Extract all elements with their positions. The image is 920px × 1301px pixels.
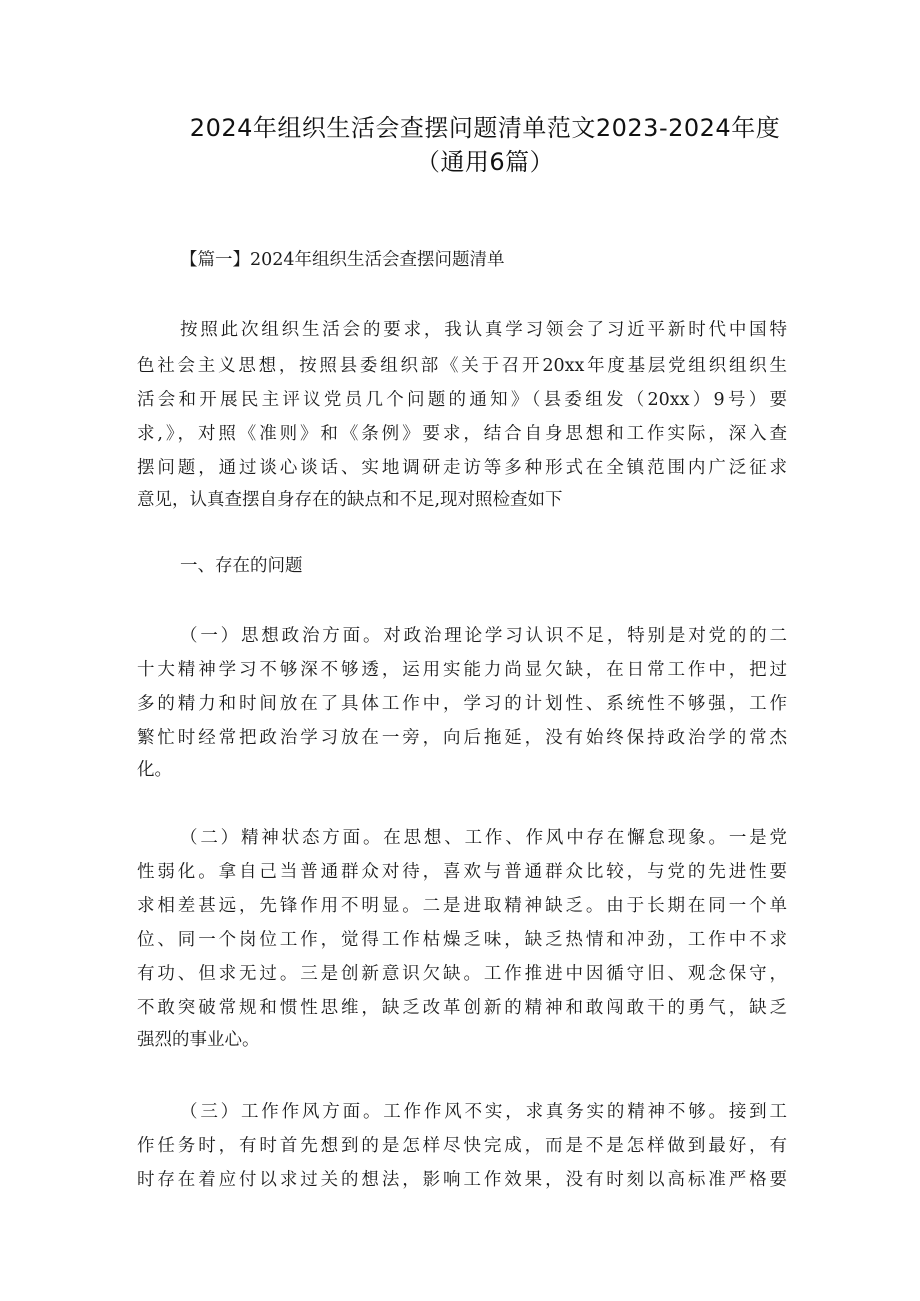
paragraph-line: 多的精力和时间放在了具体工作中，学习的计划性、系统性不够强，工作 bbox=[137, 694, 787, 714]
paragraph-line: 按照此次组织生活会的要求，我认真学习领会了习近平新时代中国特 bbox=[180, 320, 787, 340]
section-heading: 【篇一】2024年组织生活会查摆问题清单 bbox=[180, 250, 505, 270]
document-title-line2: （通用6篇） bbox=[415, 148, 555, 176]
paragraph-line: 有功、但求无过。三是创新意识欠缺。工作推进中因循守旧、观念保守， bbox=[137, 964, 787, 984]
paragraph-line: 繁忙时经常把政治学习放在一旁，向后拖延，没有始终保持政治学的常杰 bbox=[137, 728, 787, 748]
paragraph-line: 色社会主义思想，按照县委组织部《关于召开20xx年度基层党组织组织生 bbox=[137, 356, 787, 376]
paragraph-line: 作任务时，有时首先想到的是怎样尽快完成，而是不是怎样做到最好，有 bbox=[137, 1136, 787, 1156]
paragraph-line: （一）思想政治方面。对政治理论学习认识不足，特别是对党的的二 bbox=[180, 626, 787, 646]
paragraph-line: 求相差甚远，先锋作用不明显。二是进取精神缺乏。由于长期在同一个单 bbox=[137, 896, 787, 916]
paragraph-line: 化。 bbox=[137, 760, 172, 780]
paragraph-line: 性弱化。拿自己当普通群众对待，喜欢与普通群众比较，与党的先进性要 bbox=[137, 862, 787, 882]
paragraph-line: （三）工作作风方面。工作作风不实，求真务实的精神不够。接到工 bbox=[180, 1102, 787, 1122]
paragraph-line: 时存在着应付以求过关的想法，影响工作效果，没有时刻以高标准严格要 bbox=[137, 1170, 787, 1190]
paragraph-line: 摆问题，通过谈心谈话、实地调研走访等多种形式在全镇范围内广泛征求 bbox=[137, 458, 787, 478]
paragraph-line: 不敢突破常规和惯性思维，缺乏改革创新的精神和敢闯敢干的勇气，缺乏 bbox=[137, 998, 787, 1018]
paragraph-line: （二）精神状态方面。在思想、工作、作风中存在懈怠现象。一是党 bbox=[180, 828, 787, 848]
paragraph-line: 求,》，对照《准则》和《条例》要求，结合自身思想和工作实际，深入查 bbox=[137, 424, 787, 444]
paragraph-line: 意见，认真查摆自身存在的缺点和不足,现对照检查如下 bbox=[137, 490, 563, 510]
problems-heading: 一、存在的问题 bbox=[180, 556, 303, 576]
document-title-line1: 2024年组织生活会查摆问题清单范文2023-2024年度 bbox=[189, 114, 781, 142]
paragraph-line: 十大精神学习不够深不够透，运用实能力尚显欠缺，在日常工作中，把过 bbox=[137, 660, 787, 680]
paragraph-line: 强烈的事业心。 bbox=[137, 1030, 260, 1050]
paragraph-line: 位、同一个岗位工作，觉得工作枯燥乏味，缺乏热情和冲劲，工作中不求 bbox=[137, 930, 787, 950]
paragraph-line: 活会和开展民主评议党员几个问题的通知》（县委组发（20xx）9号）要 bbox=[137, 390, 787, 410]
